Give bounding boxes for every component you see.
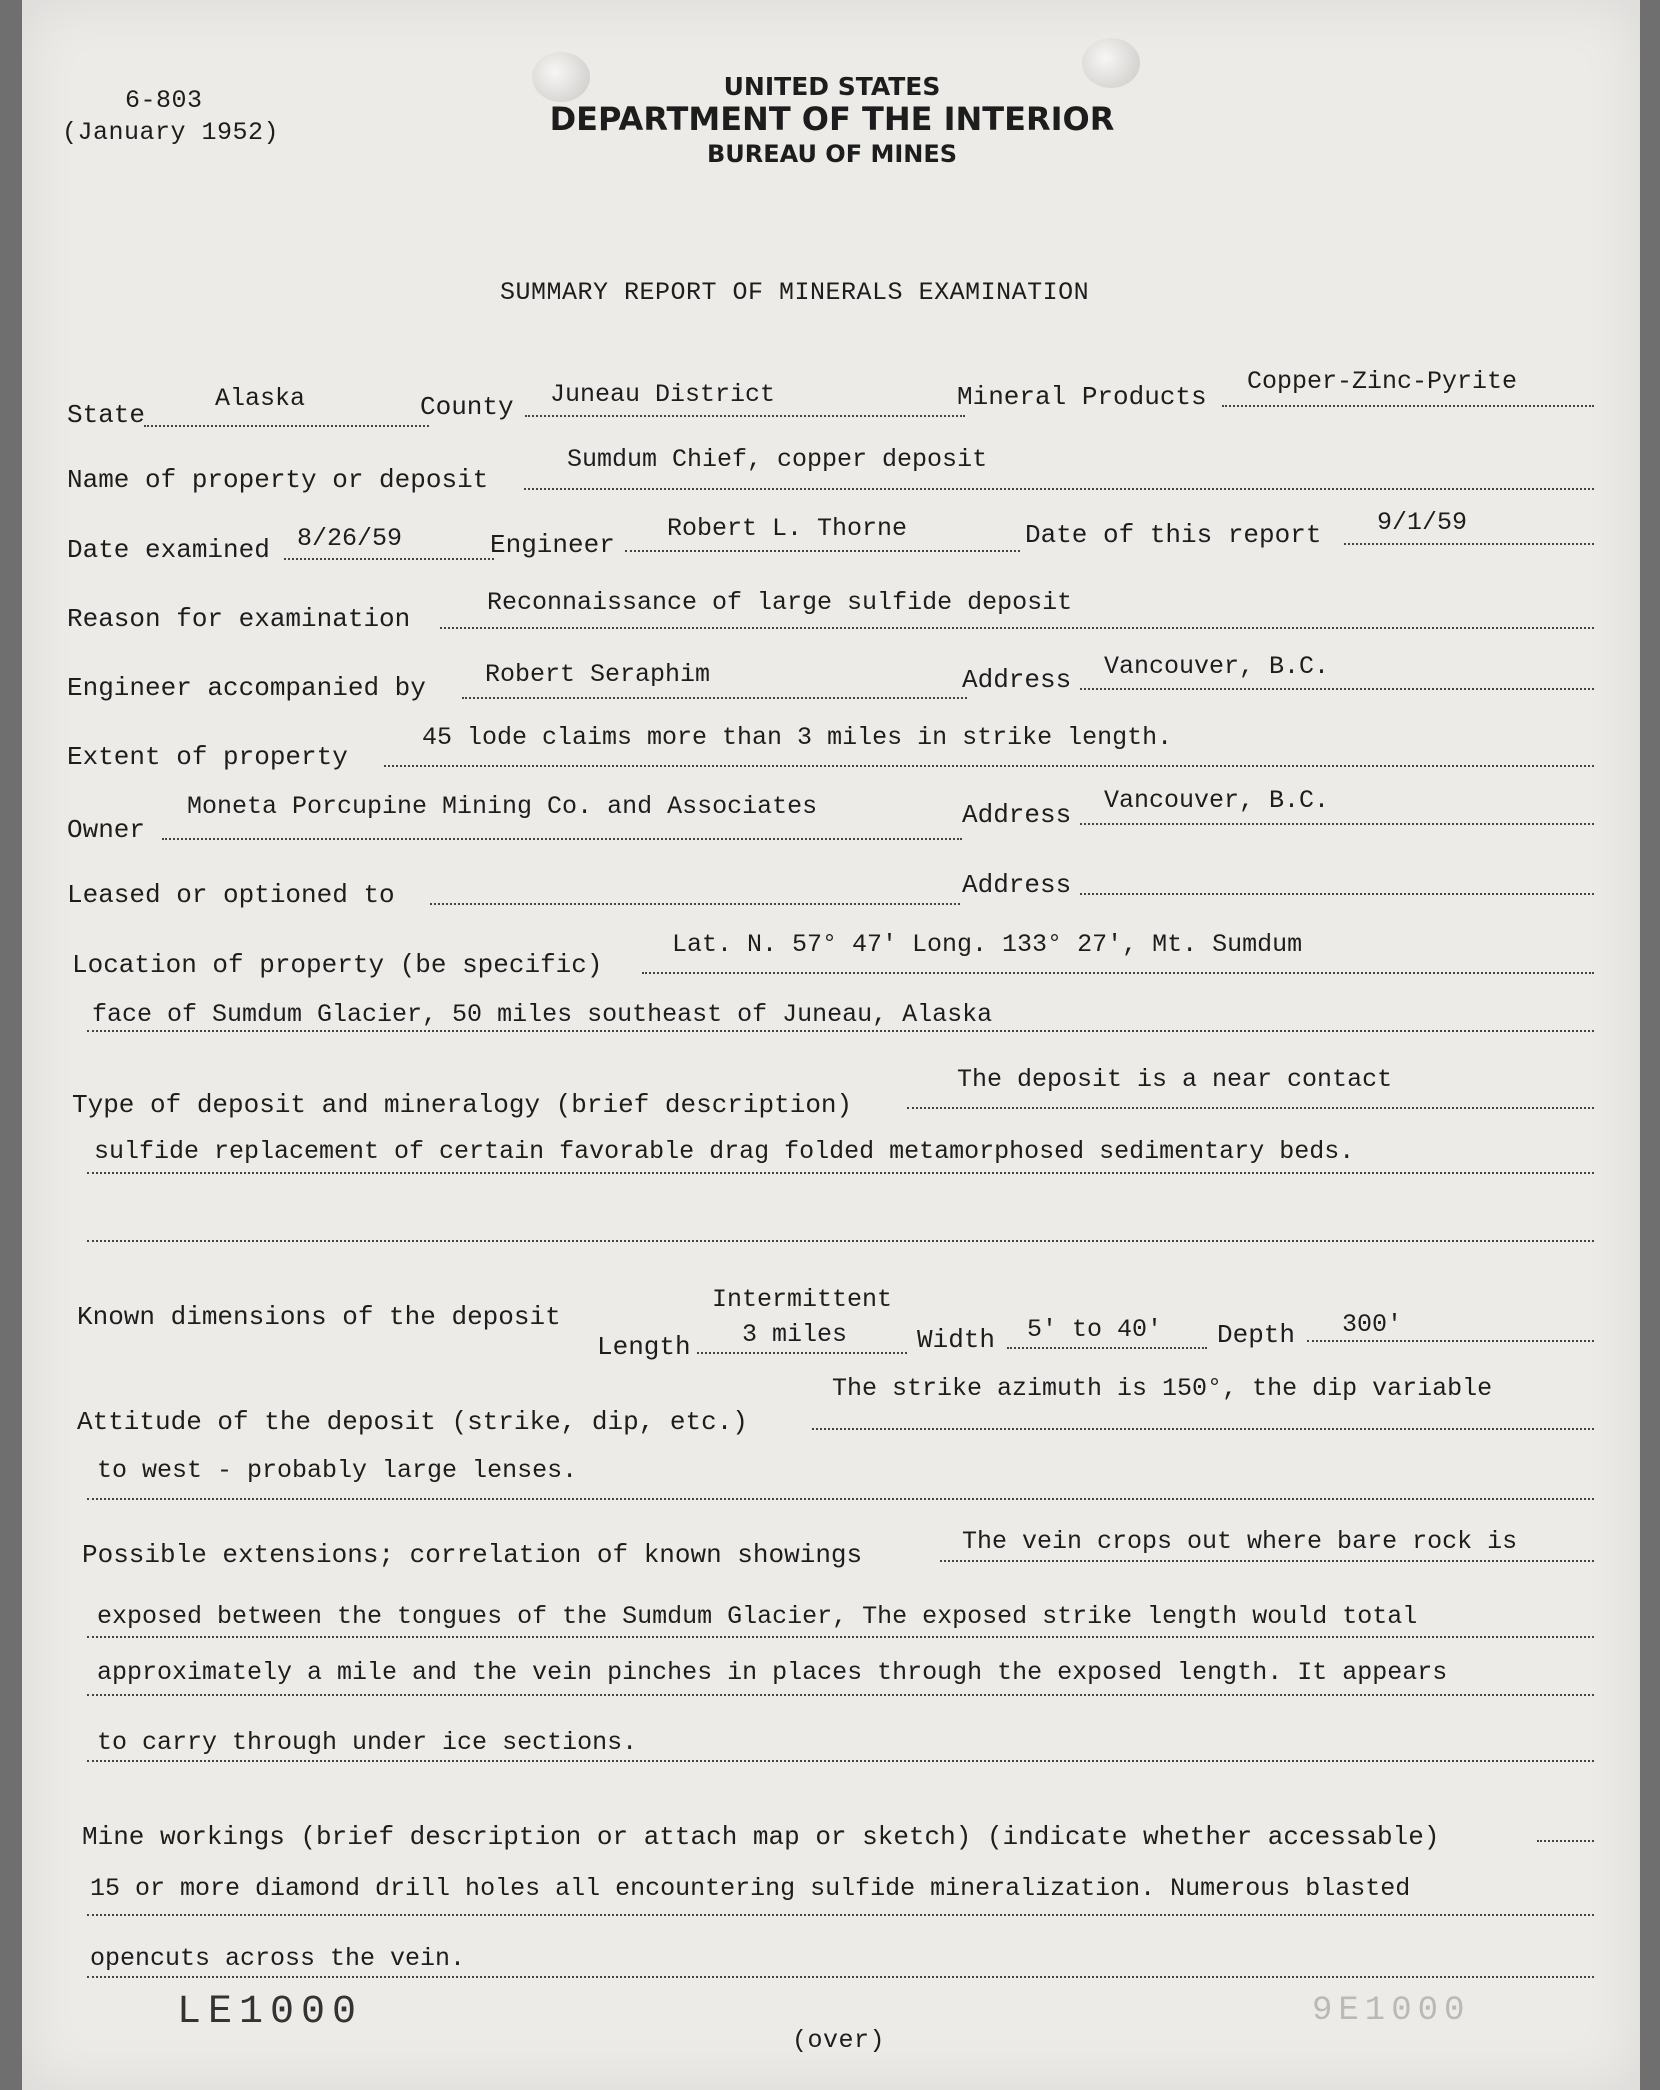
mineral-products-value: Copper-Zinc-Pyrite	[1247, 367, 1518, 396]
extensions-label: Possible extensions; correlation of known showings	[82, 1540, 863, 1570]
accompanied-address-line	[1080, 688, 1594, 690]
form-date: (January 1952)	[62, 118, 280, 147]
extent-label: Extent of property	[67, 742, 348, 772]
attitude-line-2	[87, 1498, 1594, 1500]
owner-address-value: Vancouver, B.C.	[1104, 786, 1330, 815]
extensions-line-2	[87, 1636, 1594, 1638]
leased-address-line	[1080, 893, 1594, 895]
deposit-type-value-1: The deposit is a near contact	[957, 1065, 1393, 1094]
mineral-products-label: Mineral Products	[957, 382, 1207, 412]
county-line	[525, 415, 965, 417]
workings-line-2	[87, 1976, 1594, 1978]
attitude-label: Attitude of the deposit (strike, dip, etc.)	[77, 1407, 748, 1437]
location-line-1	[642, 972, 1594, 974]
extensions-value-1: The vein crops out where bare rock is	[962, 1527, 1518, 1556]
bureau-heading: BUREAU OF MINES	[706, 140, 958, 168]
attitude-value-2: to west - probably large lenses.	[97, 1456, 578, 1485]
extensions-line-4	[87, 1760, 1594, 1762]
report-date-label: Date of this report	[1025, 520, 1322, 550]
report-date-line	[1344, 543, 1594, 545]
leased-label: Leased or optioned to	[67, 880, 395, 910]
page-stamp: LE1000	[177, 1990, 364, 2035]
workings-value-2: opencuts across the vein.	[90, 1944, 466, 1973]
leased-line	[430, 903, 960, 905]
property-name-line	[524, 488, 1594, 490]
reason-value: Reconnaissance of large sulfide deposit	[487, 588, 1073, 617]
location-line-2	[87, 1030, 1594, 1032]
depth-value: 300'	[1342, 1310, 1403, 1339]
extent-line	[384, 765, 1594, 767]
reason-line	[440, 627, 1594, 629]
location-value-1: Lat. N. 57° 47' Long. 133° 27', Mt. Sumdum	[672, 930, 1303, 959]
owner-value: Moneta Porcupine Mining Co. and Associates	[187, 792, 818, 821]
punch-hole-right	[1082, 38, 1140, 88]
extensions-line-3	[87, 1694, 1594, 1696]
date-examined-line	[284, 558, 494, 560]
width-value: 5' to 40'	[1027, 1315, 1163, 1344]
engineer-label: Engineer	[490, 530, 615, 560]
length-value: 3 miles	[742, 1320, 848, 1349]
width-label: Width	[917, 1325, 996, 1355]
width-line	[1007, 1347, 1207, 1349]
extensions-line-1	[940, 1560, 1594, 1562]
deposit-type-line-2	[87, 1172, 1594, 1174]
accompanied-line	[462, 697, 967, 699]
accompanied-label: Engineer accompanied by	[67, 673, 426, 703]
depth-label: Depth	[1217, 1320, 1296, 1350]
workings-value-1: 15 or more diamond drill holes all encountering sulfide mineralization. Numerous blasted	[90, 1874, 1411, 1903]
depth-line	[1307, 1340, 1594, 1342]
deposit-type-value-2: sulfide replacement of certain favorable drag folded metamorphosed sedimentary beds.	[94, 1137, 1355, 1166]
owner-line	[162, 838, 962, 840]
dimensions-label: Known dimensions of the deposit	[77, 1302, 561, 1332]
county-value: Juneau District	[550, 380, 776, 409]
deposit-type-line-1	[907, 1107, 1594, 1109]
report-date-value: 9/1/59	[1377, 508, 1468, 537]
length-line	[697, 1352, 907, 1354]
over-label: (over)	[792, 2026, 886, 2055]
accompanied-value: Robert Seraphim	[485, 660, 711, 689]
form-number: 6-803	[125, 86, 203, 115]
accompanied-address-value: Vancouver, B.C.	[1104, 652, 1330, 681]
department-heading: DEPARTMENT OF THE INTERIOR	[549, 100, 1115, 138]
report-title: SUMMARY REPORT OF MINERALS EXAMINATION	[500, 278, 1090, 307]
location-value-2: face of Sumdum Glacier, 50 miles southeast of Juneau, Alaska	[92, 1000, 993, 1029]
punch-hole-left	[532, 52, 590, 102]
length-label: Length	[597, 1332, 691, 1362]
date-examined-label: Date examined	[67, 535, 270, 565]
engineer-line	[625, 550, 1020, 552]
location-label: Location of property (be specific)	[72, 950, 603, 980]
date-examined-value: 8/26/59	[297, 524, 403, 553]
leased-address-label: Address	[962, 870, 1072, 900]
accompanied-address-label: Address	[962, 665, 1072, 695]
state-value: Alaska	[215, 384, 306, 413]
reason-label: Reason for examination	[67, 604, 411, 634]
extensions-value-4: to carry through under ice sections.	[97, 1728, 638, 1757]
country-heading: UNITED STATES	[723, 72, 941, 101]
extensions-value-3: approximately a mile and the vein pinches in places through the exposed length. It appears	[97, 1658, 1448, 1687]
owner-address-line	[1080, 823, 1594, 825]
deposit-type-line-3	[87, 1240, 1594, 1242]
extensions-value-2: exposed between the tongues of the Sumdum Glacier, The exposed strike length would total	[97, 1602, 1418, 1631]
document-sheet	[22, 0, 1640, 2090]
attitude-line-1	[812, 1428, 1594, 1430]
page-stamp-ghost: 9E1000	[1312, 1992, 1471, 2030]
owner-label: Owner	[67, 815, 146, 845]
mineral-products-line	[1222, 405, 1594, 407]
length-note: Intermittent	[712, 1285, 893, 1314]
deposit-type-label: Type of deposit and mineralogy (brief description)	[72, 1090, 853, 1120]
workings-line-1	[87, 1914, 1594, 1916]
property-name-label: Name of property or deposit	[67, 465, 489, 495]
engineer-value: Robert L. Thorne	[667, 514, 908, 543]
state-label: State	[67, 400, 146, 430]
extent-value: 45 lode claims more than 3 miles in strike length.	[422, 723, 1173, 752]
workings-label-line	[1537, 1840, 1594, 1842]
attitude-value-1: The strike azimuth is 150°, the dip variable	[832, 1374, 1493, 1403]
county-label: County	[420, 392, 514, 422]
workings-label: Mine workings (brief description or attach map or sketch) (indicate whether accessable)	[82, 1822, 1440, 1852]
state-line	[144, 425, 429, 427]
owner-address-label: Address	[962, 800, 1072, 830]
property-name-value: Sumdum Chief, copper deposit	[567, 445, 988, 474]
